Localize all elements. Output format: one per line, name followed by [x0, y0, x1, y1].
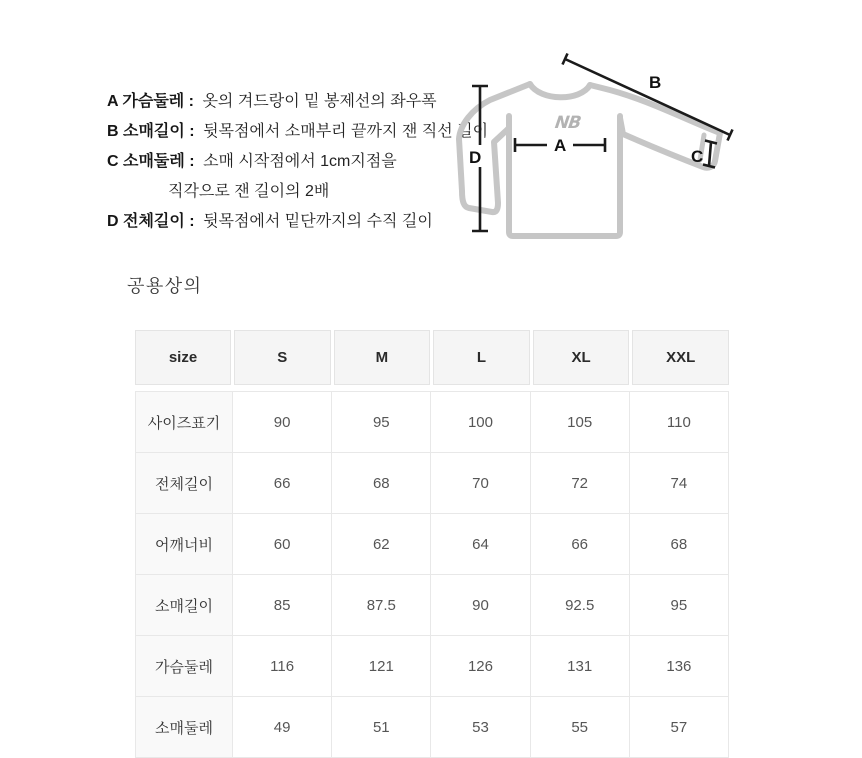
value-cell: 95	[630, 575, 728, 635]
value-cell: 87.5	[332, 575, 430, 635]
header-cell-xl: XL	[533, 330, 630, 385]
value-cell: 68	[630, 514, 728, 574]
guide-line-c-continued	[107, 177, 488, 207]
shirt-neckline	[530, 84, 590, 97]
value-cell: 90	[233, 392, 331, 452]
guide-text-c2: 직각으로 잰 길이의 2배	[168, 183, 330, 200]
value-cell: 90	[431, 575, 529, 635]
value-cell: 66	[531, 514, 629, 574]
measure-label-a: A	[554, 136, 567, 155]
guide-text-c: 소매 시작점에서 1cm지점을	[203, 153, 397, 170]
value-cell: 74	[630, 453, 728, 513]
size-table-header-row	[135, 330, 729, 385]
shirt-diagram-svg	[452, 38, 762, 263]
guide-text-b: 뒷목점에서 소매부리 끝까지 잰 직선 길이	[203, 123, 489, 140]
value-cell: 100	[431, 392, 529, 452]
guide-line-c	[107, 147, 488, 177]
guide-label-d: D 전체길이 :	[107, 213, 195, 230]
header-cell-l: L	[433, 330, 530, 385]
measure-label-c: C	[691, 147, 704, 166]
size-table-body	[135, 391, 729, 758]
measure-label-d: D	[469, 148, 482, 167]
header-cell-s: S	[234, 330, 331, 385]
guide-label-a: A 가슴둘레 :	[107, 93, 195, 110]
guide-line-d	[107, 207, 488, 237]
section-title: 공용상의	[127, 276, 203, 296]
value-cell: 70	[431, 453, 529, 513]
guide-text-a: 옷의 겨드랑이 밑 봉제선의 좌우폭	[202, 93, 437, 110]
value-cell: 121	[332, 636, 430, 696]
value-cell: 131	[531, 636, 629, 696]
value-cell: 136	[630, 636, 728, 696]
row-label-cell: 가슴둘레	[136, 636, 232, 696]
value-cell: 92.5	[531, 575, 629, 635]
value-cell: 62	[332, 514, 430, 574]
guide-label-b: B 소매길이 :	[107, 123, 195, 140]
header-cell-m: M	[334, 330, 431, 385]
value-cell: 53	[431, 697, 529, 757]
size-table	[135, 330, 729, 758]
value-cell: 72	[531, 453, 629, 513]
guide-line-a	[107, 87, 488, 117]
value-cell: 49	[233, 697, 331, 757]
row-label-cell: 소매길이	[136, 575, 232, 635]
value-cell: 64	[431, 514, 529, 574]
value-cell: 68	[332, 453, 430, 513]
row-label-cell: 전체길이	[136, 453, 232, 513]
shirt-outline	[459, 84, 720, 236]
row-label-cell: 사이즈표기	[136, 392, 232, 452]
new-balance-logo: NB	[553, 113, 582, 133]
value-cell: 105	[531, 392, 629, 452]
value-cell: 126	[431, 636, 529, 696]
value-cell: 55	[531, 697, 629, 757]
value-cell: 110	[630, 392, 728, 452]
shirt-measurement-diagram	[452, 38, 762, 263]
header-cell-size: size	[135, 330, 231, 385]
value-cell: 116	[233, 636, 331, 696]
row-label-cell: 소매둘레	[136, 697, 232, 757]
guide-label-c: C 소매둘레 :	[107, 153, 195, 170]
guide-text-d: 뒷목점에서 밑단까지의 수직 길이	[203, 213, 433, 230]
value-cell: 95	[332, 392, 430, 452]
value-cell: 85	[233, 575, 331, 635]
guide-line-b	[107, 117, 488, 147]
header-cell-xxl: XXL	[632, 330, 729, 385]
value-cell: 57	[630, 697, 728, 757]
measurement-guide	[107, 87, 488, 237]
value-cell: 66	[233, 453, 331, 513]
value-cell: 51	[332, 697, 430, 757]
value-cell: 60	[233, 514, 331, 574]
row-label-cell: 어깨너비	[136, 514, 232, 574]
measure-label-b: B	[649, 73, 662, 92]
